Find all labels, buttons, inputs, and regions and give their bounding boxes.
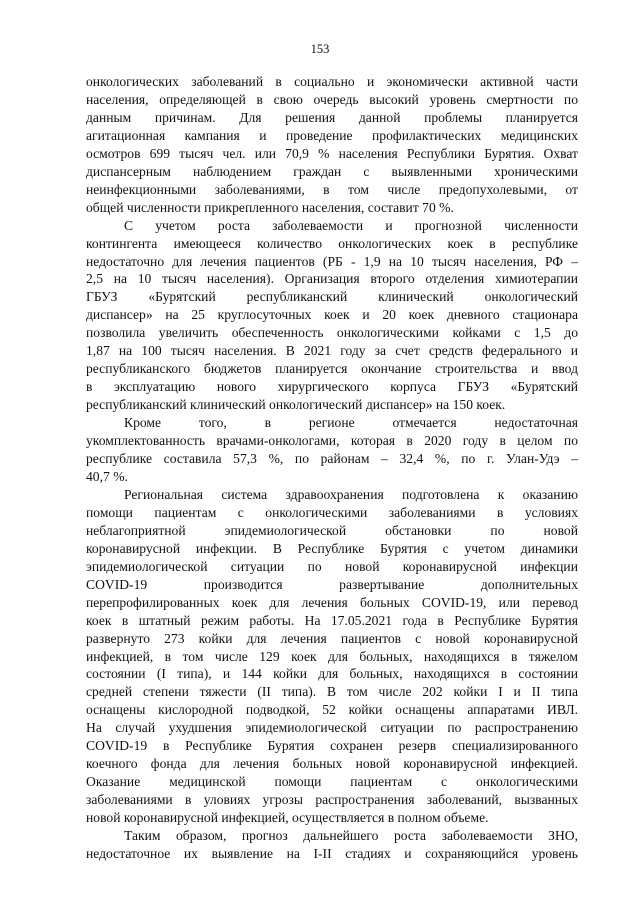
document-body <box>86 73 578 863</box>
text-line: перепрофилированных коек для лечения больных COVID-19, или перевод <box>86 594 578 610</box>
text-line: коронавирусной инфекции. В Республике Бурятия с учетом динамики <box>86 540 578 556</box>
text-line: онкологических заболеваний в социально и экономически активной части <box>86 74 578 89</box>
text-line: состоянии (I типа), и 144 койки для больных, находящихся в состоянии <box>86 666 578 682</box>
text-line: неблагоприятной эпидемиологической обстановки по новой <box>86 522 578 538</box>
text-line: данным причинам. Для решения данной проблемы планируется <box>86 109 578 125</box>
text-line: COVID-19 производится развертывание дополнительных <box>86 576 578 592</box>
text-line: COVID-19 в Республике Бурятия сохранен резерв специализированного <box>86 738 578 754</box>
text-line: развернуто 273 койки для лечения пациентов с новой коронавирусной <box>86 630 578 646</box>
text-line: помощи пациентам с онкологическими заболеваниями в условиях <box>86 504 578 520</box>
text-line: позволила увеличить обеспеченность онкологическими койками с 1,5 до <box>86 325 578 341</box>
text-line: оснащены кислородной подводкой, 52 койки оснащены аппаратами ИВЛ. <box>86 702 578 718</box>
text-line: 1,87 на 100 тысяч населения. В 2021 году за счет средств федерального и <box>86 343 578 359</box>
text-line: эпидемиологической ситуации по новой коронавирусной инфекции <box>86 558 578 574</box>
text-line: заболеваниями в уловиях угрозы распространения заболеваний, вызванных <box>86 792 578 808</box>
text-line: диспансерным наблюдением граждан с выявленными хроническими <box>86 163 578 179</box>
text-line: Региональная система здравоохранения подготовлена к оказанию <box>124 486 578 502</box>
paragraph <box>86 486 578 827</box>
text-line: укомплектованность врачами-онкологами, которая в 2020 году в целом по <box>86 433 578 449</box>
paragraph <box>86 827 578 863</box>
paragraph <box>86 414 578 486</box>
text-line: коечного фонда для лечения больных новой коронавирусной инфекцией. <box>86 756 578 772</box>
text-line: новой коронавирусной инфекцией, осуществляется в полном объеме. <box>86 810 489 826</box>
paragraph <box>86 217 578 414</box>
text-line: С учетом роста заболеваемости и прогнозной численности <box>124 217 578 233</box>
text-line: коек в штатный режим работы. На 17.05.2021 года в Республике Бурятия <box>86 612 578 628</box>
text-line: 2,5 на 10 тысяч населения). Организация второго отделения химиотерапии <box>86 271 578 287</box>
text-line: Таким образом, прогноз дальнейшего роста заболеваемости ЗНО, <box>124 828 578 844</box>
text-line: инфекцией, в том числе 129 коек для больных, находящихся в тяжелом <box>86 648 578 664</box>
text-line: средней степени тяжести (II типа). В том числе 202 койки I и II типа <box>86 684 578 700</box>
text-line: недостаточное их выявление на I-II стадиях и сохраняющийся уровень <box>86 845 578 861</box>
text-line: На случай ухудшения эпидемиологической ситуации по распространению <box>86 720 578 736</box>
text-line: в эксплуатацию нового хирургического корпуса ГБУЗ «Бурятский <box>86 379 578 395</box>
text-line: ГБУЗ «Бурятский республиканский клинический онкологический <box>86 289 578 305</box>
text-line: неинфекционными заболеваниями, в том числе предопухолевыми, от <box>86 181 578 197</box>
text-line: республиканского бюджетов планируется окончание строительства и ввод <box>86 361 578 377</box>
text-line: контингента имеющееся количество онкологических коек в республике <box>86 235 578 251</box>
text-line: недостаточно для лечения пациентов (РБ - 1,9 на 10 тысяч населения, РФ – <box>86 253 578 269</box>
text-line: агитационная кампания и проведение профилактических медицинских <box>86 127 578 143</box>
text-line: диспансер» на 25 круглосуточных коек и 20 коек дневного стационара <box>86 307 578 323</box>
text-line: республиканский клинический онкологический диспансер» на 150 коек. <box>86 397 506 413</box>
page-number: 153 <box>310 42 330 56</box>
text-line: Кроме того, в регионе отмечается недостаточная <box>124 415 578 431</box>
text-line: общей численности прикрепленного населения, составит 70 %. <box>86 199 454 215</box>
text-line: республике составила 57,3 %, по районам – 32,4 %, по г. Улан-Удэ – <box>86 451 578 467</box>
paragraph <box>86 73 578 217</box>
text-line: Оказание медицинской помощи пациентам с онкологическими <box>86 774 578 790</box>
text-line: осмотров 699 тысяч чел. или 70,9 % населения Республики Бурятия. Охват <box>86 145 578 161</box>
text-line: 40,7 %. <box>86 468 128 484</box>
text-line: населения, определяющей в свою очередь высокий уровень смертности по <box>86 91 578 107</box>
